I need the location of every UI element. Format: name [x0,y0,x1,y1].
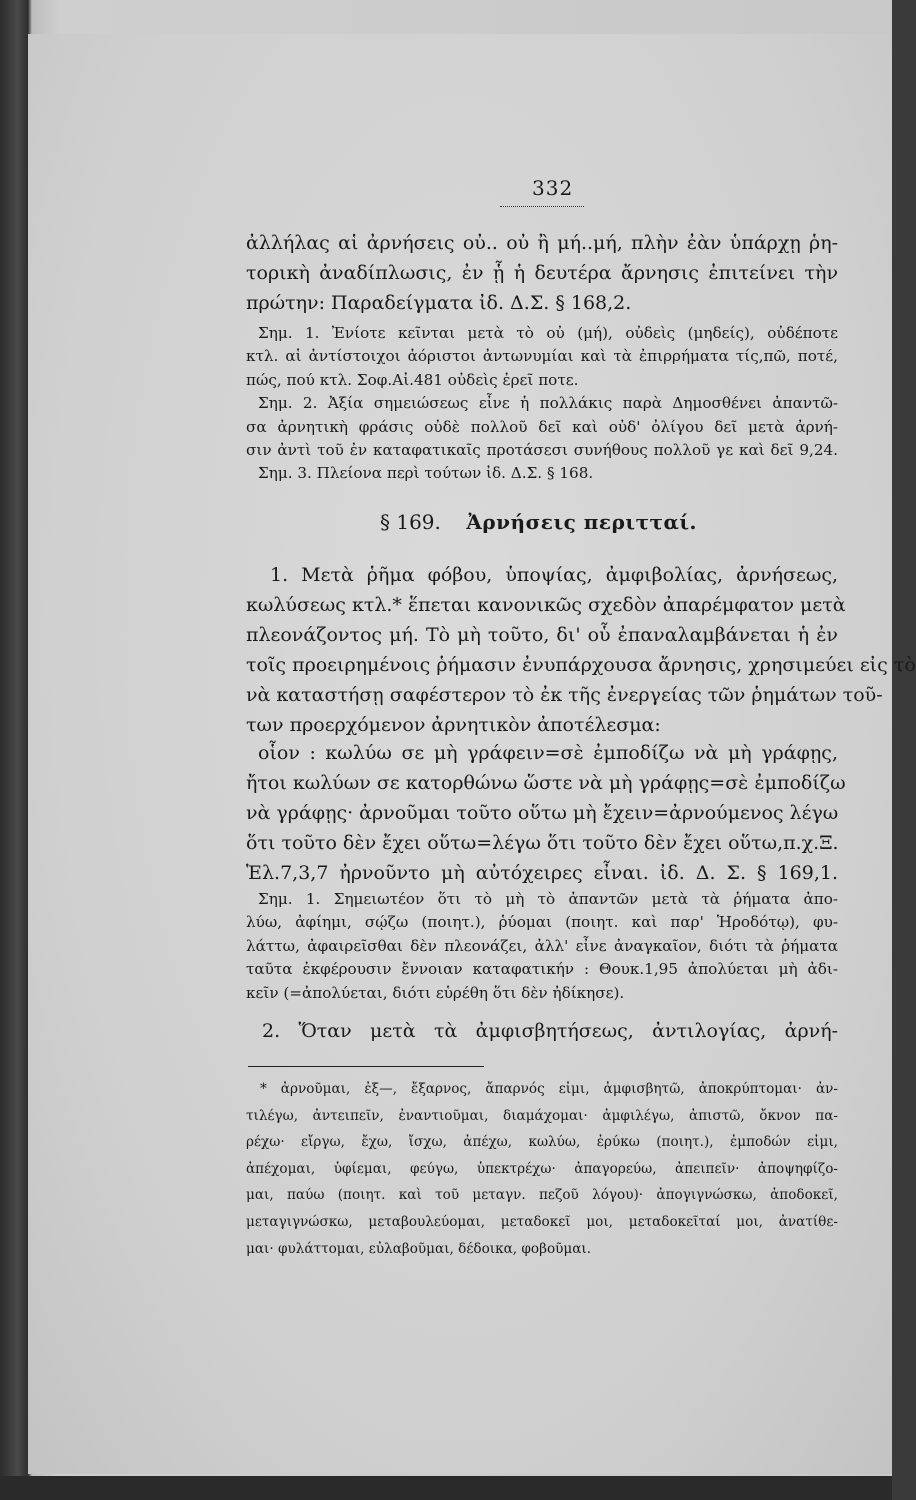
notes-mid [246,888,838,1005]
footnote [246,1076,838,1262]
text-line: ἀλλήλας αἱ ἀρνήσεις οὐ.. οὐ ἢ μή..μή, πλὴν ἐὰν ὑπάρχῃ ῥη- [246,232,838,254]
footnote-line: * ἀρνοῦμαι, ἐξ—, ἔξαρνος, ἄπαρνός εἰμι, ἀμφισβητῶ, ἀποκρύπτομαι· ἀν- [260,1081,838,1097]
body-line: κωλύσεως κτλ.* ἕπεται κανονικῶς σχεδὸν ἀπαρέμφατον μετὰ [246,594,846,616]
footnote-line: μαι, παύω (ποιητ. καὶ τοῦ μεταγν. πεζοῦ λόγου)· ἀπογιγνώσκω, ἀποδοκεῖ, [246,1187,838,1204]
text-line: τορικὴ ἀναδίπλωσις, ἐν ᾗ ἡ δευτέρα ἄρνησις ἐπιτείνει τὴν [246,262,838,284]
note-line: κεῖν (=ἀπολύεται, διότι εὑρέθη ὅτι δὲν ἠδίκησε). [246,983,625,1002]
note-line: λάττω, ἀφαιρεῖσθαι δὲν πλεονάζει, ἀλλ' εἶνε ἀναγκαῖον, διότι τὰ ῥήματα [246,936,838,955]
example-line: ἤτοι κωλύων σε κατορθώνω ὥστε νὰ μὴ γράφῃς=σὲ ἐμποδίζω [246,772,846,794]
footnote-line: μαι· φυλάττομαι, εὐλαβοῦμαι, δέδοικα, φοβοῦμαι. [246,1240,592,1257]
text-line: πρώτην: Παραδείγματα ἰδ. Δ.Σ. § 168,2. [246,292,632,314]
section-heading [380,510,820,534]
section-number: § 169. [380,510,441,534]
note-line: Σημ. 1. Ἐνίοτε κεῖνται μετὰ τὸ οὐ (μή), οὐδεὶς (μηδείς), οὐδέποτε [258,324,838,342]
body-paragraph-1 [246,560,916,740]
body-line: των προερχόμενον ἀρνητικὸν ἀποτέλεσμα: [246,714,661,736]
body-paragraph-2 [246,1016,838,1046]
notes-top [246,322,838,486]
note-line: πώς, πού κτλ. Σοφ.Αἰ.481 οὐδεὶς ἐρεῖ ποτε. [246,370,579,389]
note-line: σιν ἀντὶ τοῦ ἐν καταφατικαῖς προτάσεσι συνήθους πολλοῦ γε καὶ δεῖ 9,24. [246,441,838,460]
example-line: νὰ γράφῃς· ἀρνοῦμαι τοῦτο οὕτω μὴ ἔχειν=ἀρνούμενος λέγω [246,802,839,824]
body-line: τοῖς προειρημένοις ῥήμασιν ἐνυπάρχουσα ἄρνησις, χρησιμεύει εἰς τὸ [246,654,916,676]
footnote-line: ἀπέχομαι, ὑφίεμαι, φεύγω, ὑπεκτρέχω· ἀπαγορεύω, ἀπειπεῖν· ἀποψηφίζο- [246,1160,838,1177]
note-line: λύω, ἀφίημι, σῴζω (ποιητ.), ῥύομαι (ποιητ. καὶ παρ' Ἡροδότῳ), φυ- [246,913,838,932]
section-title: Ἀρνήσεις περιτταί. [466,510,698,534]
footnote-rule [248,1066,484,1067]
note-line: Σημ. 1. Σημειωτέον ὅτι τὸ μὴ τὸ ἀπαντῶν μετὰ τὰ ῥήματα ἀπο- [258,890,838,908]
footnote-line: τιλέγω, ἀντειπεῖν, ἐναντιοῦμαι, διαμάχομαι· ἀμφιλέγω, ἀπιστῶ, ὄκνον πα- [246,1107,838,1124]
scan-bottom-edge [0,1476,892,1500]
page-number-underline [500,206,584,207]
body-line: 1. Μετὰ ῥῆμα φόβου, ὑποψίας, ἀμφιβολίας, ἀρνήσεως, [270,564,838,586]
example-line: οἷον : κωλύω σε μὴ γράφειν=σὲ ἐμποδίζω νὰ μὴ γράφῃς, [258,742,838,764]
note-line: κτλ. αἱ ἀντίστοιχοι ἀόριστοι ἀντωνυμίαι καὶ τὰ ἐπιρρήματα τίς,πῶ, ποτέ, [246,347,838,366]
body-line: 2. Ὅταν μετὰ τὰ ἀμφισβητήσεως, ἀντιλογίας, ἀρνή- [262,1020,838,1042]
intro-paragraph [246,228,838,318]
footnote-line: μεταγιγνώσκω, μεταβουλεύομαι, μεταδοκεῖ μοι, μεταδοκεῖταί μοι, ἀνατίθε- [246,1213,838,1230]
page-number: 332 [532,176,574,200]
body-line: νὰ καταστήσῃ σαφέστερον τὸ ἐκ τῆς ἐνεργείας τῶν ῥημάτων τοῦ- [246,684,883,706]
footnote-line: ρέχω· εἴργω, ἔχω, ἴσχω, ἀπέχω, κωλύω, ἐρύκω (ποιητ.), ἐμποδών εἰμι, [246,1134,838,1151]
examples [246,738,846,888]
example-line: Ἑλ.7,3,7 ἠρνοῦντο μὴ αὐτόχειρες εἶναι. ἰδ. Δ. Σ. § 169,1. [246,862,838,884]
note-line: Σημ. 3. Πλείονα περὶ τούτων ἰδ. Δ.Σ. § 168. [258,464,594,483]
body-line: πλεονάζοντος μή. Τὸ μὴ τοῦτο, δι' οὗ ἐπαναλαμβάνεται ἡ ἐν [246,624,838,646]
note-line: ταῦτα ἐκφέρουσιν ἔννοιαν καταφατικήν : Θουκ.1,95 ἀπολύεται μὴ ἀδι- [246,960,838,979]
note-line: σα ἀρνητικὴ φράσις οὐδὲ πολλοῦ δεῖ καὶ οὐδ' ὀλίγου δεῖ μετὰ ἀρνή- [246,417,838,436]
example-line: ὅτι τοῦτο δὲν ἔχει οὕτω=λέγω ὅτι τοῦτο δὲν ἔχει οὕτω,π.χ.Ξ. [246,832,839,854]
note-line: Σημ. 2. Ἀξία σημειώσεως εἶνε ἡ πολλάκις παρὰ Δημοσθένει ἀπαντῶ- [258,394,838,413]
